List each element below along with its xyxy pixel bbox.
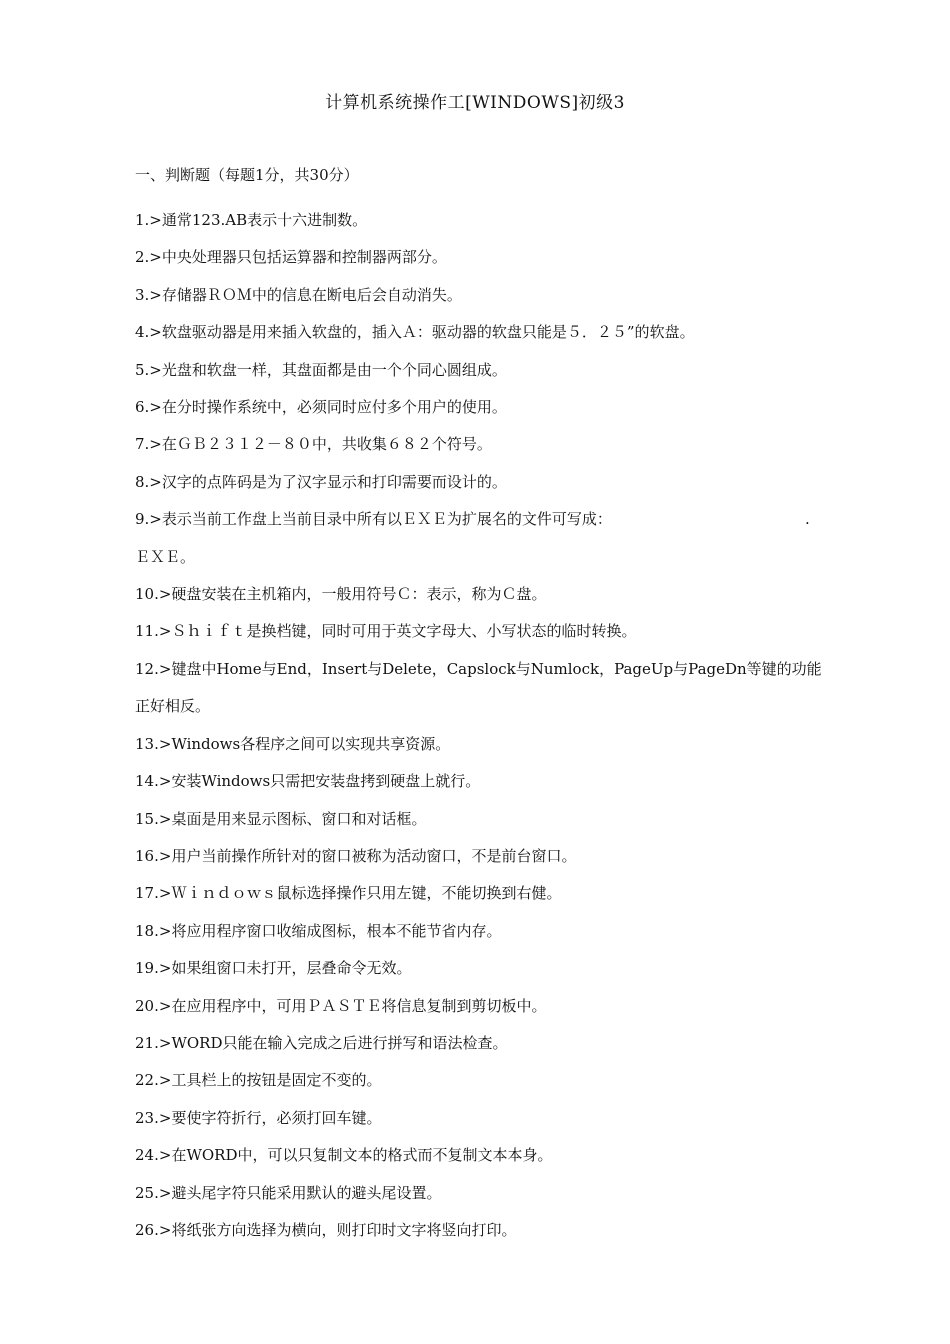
question-item — [135, 389, 815, 426]
question-number: 20.> — [135, 996, 172, 1015]
question-text: Windows各程序之间可以实现共享资源。 — [171, 734, 451, 753]
question-item — [135, 875, 815, 912]
question-number: 5.> — [135, 360, 162, 379]
question-text: 在WORD中，可以只复制文本的格式而不复制文本本身。 — [171, 1146, 553, 1165]
question-continuation: 正好相反。 — [135, 697, 211, 716]
question-number: 6.> — [135, 398, 162, 417]
question-text: 用户当前操作所针对的窗口被称为活动窗口，不是前台窗口。 — [171, 846, 577, 865]
document-title: 计算机系统操作工[WINDOWS]初级3 — [325, 93, 625, 113]
question-number: 8.> — [135, 472, 162, 491]
question-text: 光盘和软盘一样，其盘面都是由一个个同心圆组成。 — [161, 360, 507, 379]
question-item — [135, 501, 815, 538]
question-item — [135, 202, 815, 239]
question-text: 将纸张方向选择为横向，则打印时文字将竖向打印。 — [171, 1220, 517, 1239]
question-continuation: ＥＸＥ。 — [135, 547, 196, 566]
question-item — [135, 576, 815, 613]
question-item — [135, 314, 815, 351]
question-text: 表示当前工作盘上当前目录中所有以ＥＸＥ为扩展名的文件可写成： — [161, 510, 612, 529]
question-item — [135, 1025, 815, 1062]
question-item — [135, 838, 815, 875]
question-text: 通常123.AB表示十六进制数。 — [161, 211, 368, 229]
question-text: 如果组窗口未打开，层叠命令无效。 — [171, 959, 412, 978]
question-number: 9.> — [135, 510, 162, 529]
question-text: 软盘驱动器是用来插入软盘的，插入Ａ：驱动器的软盘只能是５．２５”的软盘。 — [161, 323, 695, 342]
question-number: 15.> — [135, 809, 172, 828]
question-item — [135, 613, 815, 650]
question-text: 工具栏上的按钮是固定不变的。 — [171, 1071, 382, 1090]
question-number: 18.> — [135, 921, 172, 940]
question-item — [135, 239, 815, 276]
question-item — [135, 801, 815, 838]
question-text: 键盘中Home与End，Insert与Delete，Capslock与Numlock，PageUp与PageDn等键的功能 — [171, 659, 822, 678]
question-item — [135, 1212, 815, 1249]
question-text: 桌面是用来显示图标、窗口和对话框。 — [171, 809, 427, 828]
question-item — [135, 1175, 815, 1212]
question-number: 19.> — [135, 959, 172, 978]
question-item — [135, 352, 815, 389]
question-number: 12.> — [135, 659, 172, 678]
question-number: 16.> — [135, 846, 172, 865]
question-number: 24.> — [135, 1146, 172, 1165]
question-text: 安装Windows只需把安装盘拷到硬盘上就行。 — [171, 772, 481, 791]
question-number: 10.> — [135, 585, 172, 604]
question-number: 7.> — [135, 435, 162, 454]
question-item — [135, 913, 815, 950]
question-item — [135, 426, 815, 463]
question-number: 26.> — [135, 1220, 172, 1239]
question-number: 4.> — [135, 323, 162, 342]
question-number: 11.> — [135, 622, 172, 641]
question-text: 避头尾字符只能采用默认的避头尾设置。 — [171, 1183, 442, 1202]
question-number: 17.> — [135, 884, 172, 903]
question-text: 在分时操作系统中，必须同时应付多个用户的使用。 — [161, 398, 507, 417]
question-item — [135, 1137, 815, 1174]
question-text: 中央处理器只包括运算器和控制器两部分。 — [161, 248, 447, 267]
question-item — [135, 277, 815, 314]
question-text: 将应用程序窗口收缩成图标，根本不能节省内存。 — [171, 921, 502, 940]
question-item — [135, 726, 815, 763]
question-text: 要使字符折行，必须打回车键。 — [171, 1108, 382, 1127]
question-number: 13.> — [135, 734, 172, 753]
question-text: 在ＧＢ２３１２－８０中，共收集６８２个符号。 — [161, 435, 492, 454]
question-text: Ｓｈｉｆｔ是换档键，同时可用于英文字母大、小写状态的临时转换。 — [171, 622, 637, 641]
question-number: 21.> — [135, 1033, 172, 1052]
question-item — [135, 950, 815, 987]
question-item — [135, 651, 822, 688]
question-list — [135, 202, 822, 1249]
question-text: 硬盘安装在主机箱内，一般用符号Ｃ：表示，称为Ｃ盘。 — [171, 585, 547, 604]
question-text: 存储器ＲＯＭ中的信息在断电后会自动消失。 — [161, 285, 462, 304]
question-item — [135, 763, 815, 800]
question-number: 25.> — [135, 1183, 172, 1202]
question-tail: . — [805, 510, 810, 529]
question-item — [135, 1062, 815, 1099]
question-item — [135, 464, 815, 501]
question-item — [135, 988, 815, 1025]
question-number: 14.> — [135, 772, 172, 791]
question-number: 23.> — [135, 1108, 172, 1127]
question-number: 2.> — [135, 248, 162, 267]
question-text: 在应用程序中，可用ＰＡＳＴＥ将信息复制到剪切板中。 — [171, 996, 547, 1015]
question-number: 1.> — [135, 211, 162, 229]
question-number: 22.> — [135, 1071, 172, 1090]
question-text: Ｗｉｎｄｏｗｓ鼠标选择操作只用左键，不能切换到右健。 — [171, 884, 562, 903]
question-number: 3.> — [135, 285, 162, 304]
section-heading: 一、判断题（每题1分，共30分） — [135, 166, 359, 184]
question-text: 汉字的点阵码是为了汉字显示和打印需要而设计的。 — [161, 472, 507, 491]
question-item — [135, 1100, 815, 1137]
question-text: WORD只能在输入完成之后进行拼写和语法检查。 — [171, 1033, 508, 1052]
